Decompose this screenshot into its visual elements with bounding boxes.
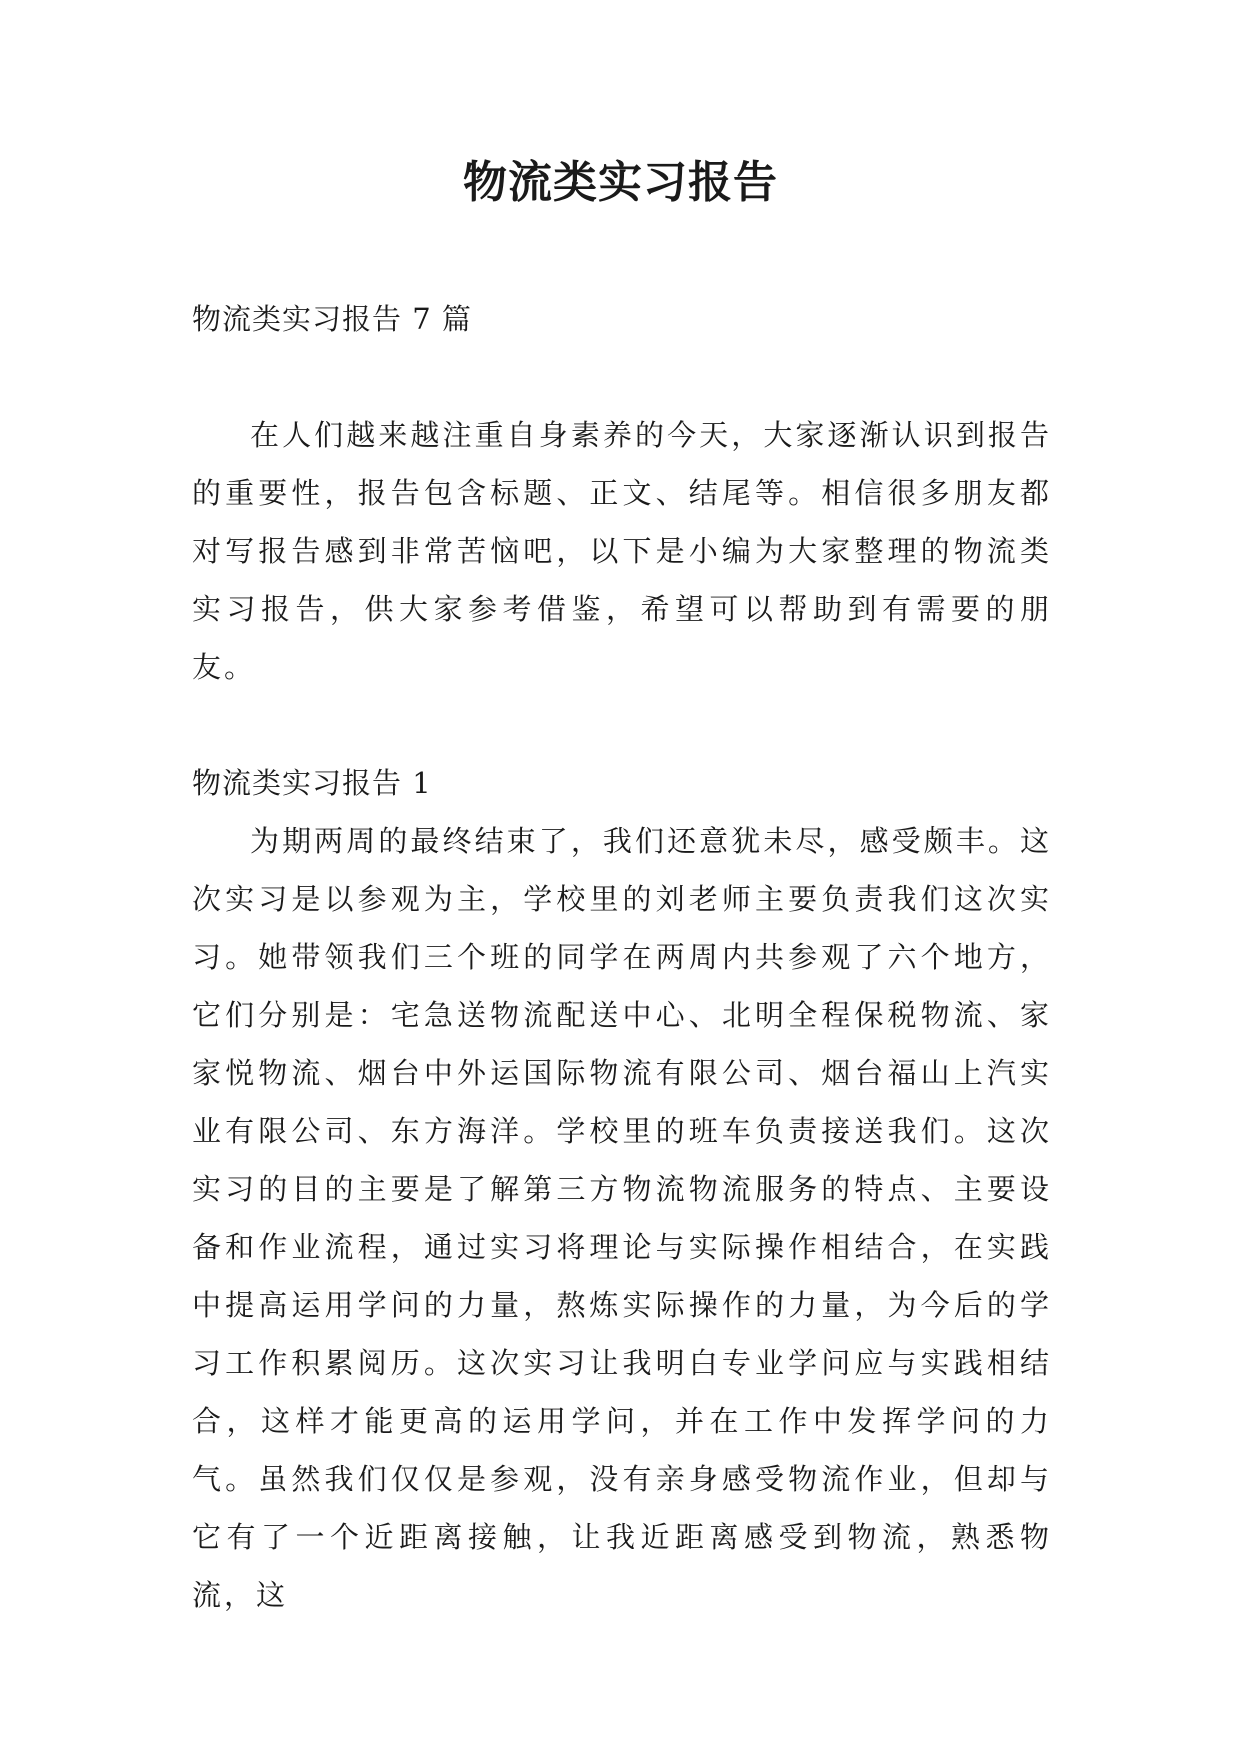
document-title: 物流类实习报告 [463, 157, 778, 208]
section-heading: 物流类实习报告 1 [192, 766, 432, 800]
spacer [192, 696, 1052, 754]
document-body [192, 290, 1052, 1624]
document-subtitle: 物流类实习报告 7 篇 [192, 302, 472, 336]
spacer [192, 348, 1052, 406]
intro-paragraph: 在人们越来越注重自身素养的今天，大家逐渐认识到报告的重要性，报告包含标题、正文、结尾等。相信很多朋友都对写报告感到非常苦恼吧，以下是小编为大家整理的物流类实习报告，供大家参考借鉴，希望可以帮助到有需要的朋友。 [192, 418, 1052, 684]
section-paragraph: 为期两周的最终结束了，我们还意犹未尽，感受颇丰。这次实习是以参观为主，学校里的刘老师主要负责我们这次实习。她带领我们三个班的同学在两周内共参观了六个地方，它们分别是：宅急送物流配送中心、北明全程保税物流、家家悦物流、烟台中外运国际物流有限公司、烟台福山上汽实业有限公司、东方海洋。学校里的班车负责接送我们。这次实习的目的主要是了解第三方物流物流服务的特点、主要设备和作业流程，通过实习将理论与实际操作相结合，在实践中提高运用学问的力量，熬炼实际操作的力量，为今后的学习工作积累阅历。这次实习让我明白专业学问应与实践相结合，这样才能更高的运用学问，并在工作中发挥学问的力气。虽然我们仅仅是参观，没有亲身感受物流作业，但却与它有了一个近距离接触，让我近距离感受到物流，熟悉物流，这 [192, 824, 1052, 1612]
